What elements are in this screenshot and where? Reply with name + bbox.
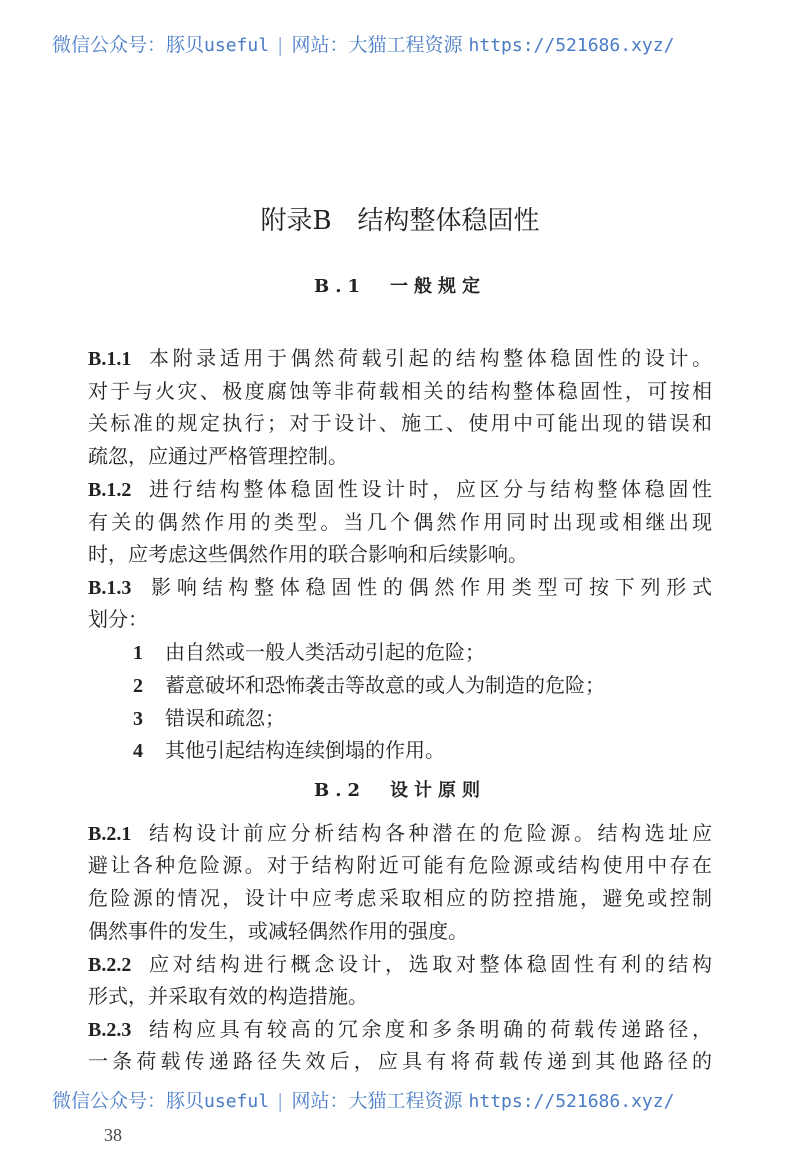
clause-number: B.2.2 bbox=[88, 954, 132, 976]
list-number: 4 bbox=[133, 740, 143, 762]
para-line: 一条荷载传递路径失效后，应具有将荷载传递到其他路径的 bbox=[88, 1049, 712, 1073]
line-text: 结构应具有较高的冗余度和多条明确的荷载传递路径， bbox=[145, 1017, 712, 1041]
para-line: 有关的偶然作用的类型。当几个偶然作用同时出现或相继出现 bbox=[88, 510, 712, 534]
list-item bbox=[133, 737, 445, 764]
para-line: 对于与火灾、极度腐蚀等非荷载相关的结构整体稳固性，可按相 bbox=[88, 379, 712, 403]
section-heading-b2: B.2 设计原则 bbox=[313, 780, 486, 801]
site-url[interactable]: https://521686.xyz/ bbox=[468, 35, 675, 56]
page-number: 38 bbox=[104, 1125, 122, 1145]
line-text: 影响结构整体稳固性的偶然作用类型可按下列形式 bbox=[145, 575, 712, 599]
site-url[interactable]: https://521686.xyz/ bbox=[468, 1091, 675, 1112]
list-item bbox=[133, 672, 605, 699]
para-line: 时，应考虑这些偶然作用的联合影响和后续影响。 bbox=[88, 542, 528, 566]
line-text: 结构设计前应分析结构各种潜在的危险源。结构选址应 bbox=[145, 821, 712, 845]
separator: | bbox=[277, 1090, 284, 1112]
line-text: 本附录适用于偶然荷载引起的结构整体稳固性的设计。 bbox=[145, 346, 712, 370]
para-line bbox=[88, 951, 712, 978]
para-line: 危险源的情况，设计中应考虑采取相应的防控措施，避免或控制 bbox=[88, 886, 712, 910]
brand: useful bbox=[204, 1091, 270, 1112]
list-number: 1 bbox=[133, 642, 143, 664]
list-text: 由自然或一般人类活动引起的危险； bbox=[165, 640, 485, 664]
clause-number: B.1.3 bbox=[88, 577, 132, 599]
wechat-label: 微信公众号：豚贝 bbox=[52, 1090, 205, 1112]
list-text: 蓄意破坏和恐怖袭击等故意的或人为制造的危险； bbox=[165, 673, 605, 697]
watermark-footer bbox=[52, 1086, 674, 1113]
list-item bbox=[133, 705, 285, 732]
para-line bbox=[88, 820, 712, 847]
list-text: 其他引起结构连续倒塌的作用。 bbox=[165, 738, 445, 762]
clause-number: B.2.3 bbox=[88, 1019, 132, 1041]
brand: useful bbox=[204, 35, 270, 56]
site-label: 网站：大猫工程资源 bbox=[291, 34, 463, 56]
para-line bbox=[88, 574, 712, 601]
line-text: 进行结构整体稳固性设计时，应区分与结构整体稳固性 bbox=[145, 477, 712, 501]
list-item bbox=[133, 639, 485, 666]
clause-number: B.2.1 bbox=[88, 823, 132, 845]
para-line: 避让各种危险源。对于结构附近可能有危险源或结构使用中存在 bbox=[88, 853, 712, 877]
list-text: 错误和疏忽； bbox=[165, 706, 285, 730]
para-line: 疏忽，应通过严格管理控制。 bbox=[88, 444, 348, 468]
para-line: 划分： bbox=[88, 607, 148, 631]
para-line bbox=[88, 345, 712, 372]
line-text: 应对结构进行概念设计，选取对整体稳固性有利的结构 bbox=[145, 952, 712, 976]
clause-number: B.1.2 bbox=[88, 479, 132, 501]
para-line: 形式，并采取有效的构造措施。 bbox=[88, 984, 368, 1008]
list-number: 3 bbox=[133, 708, 143, 730]
section-heading-b1: B.1 一般规定 bbox=[313, 276, 486, 297]
watermark-header bbox=[52, 30, 674, 57]
list-number: 2 bbox=[133, 675, 143, 697]
appendix-title: 附录B 结构整体稳固性 bbox=[260, 206, 540, 236]
clause-number: B.1.1 bbox=[88, 348, 132, 370]
para-line: 偶然事件的发生，或减轻偶然作用的强度。 bbox=[88, 919, 468, 943]
para-line bbox=[88, 1016, 712, 1043]
separator: | bbox=[277, 34, 284, 56]
wechat-label: 微信公众号：豚贝 bbox=[52, 34, 205, 56]
site-label: 网站：大猫工程资源 bbox=[291, 1090, 463, 1112]
para-line: 关标准的规定执行；对于设计、施工、使用中可能出现的错误和 bbox=[88, 411, 712, 435]
para-line bbox=[88, 476, 712, 503]
